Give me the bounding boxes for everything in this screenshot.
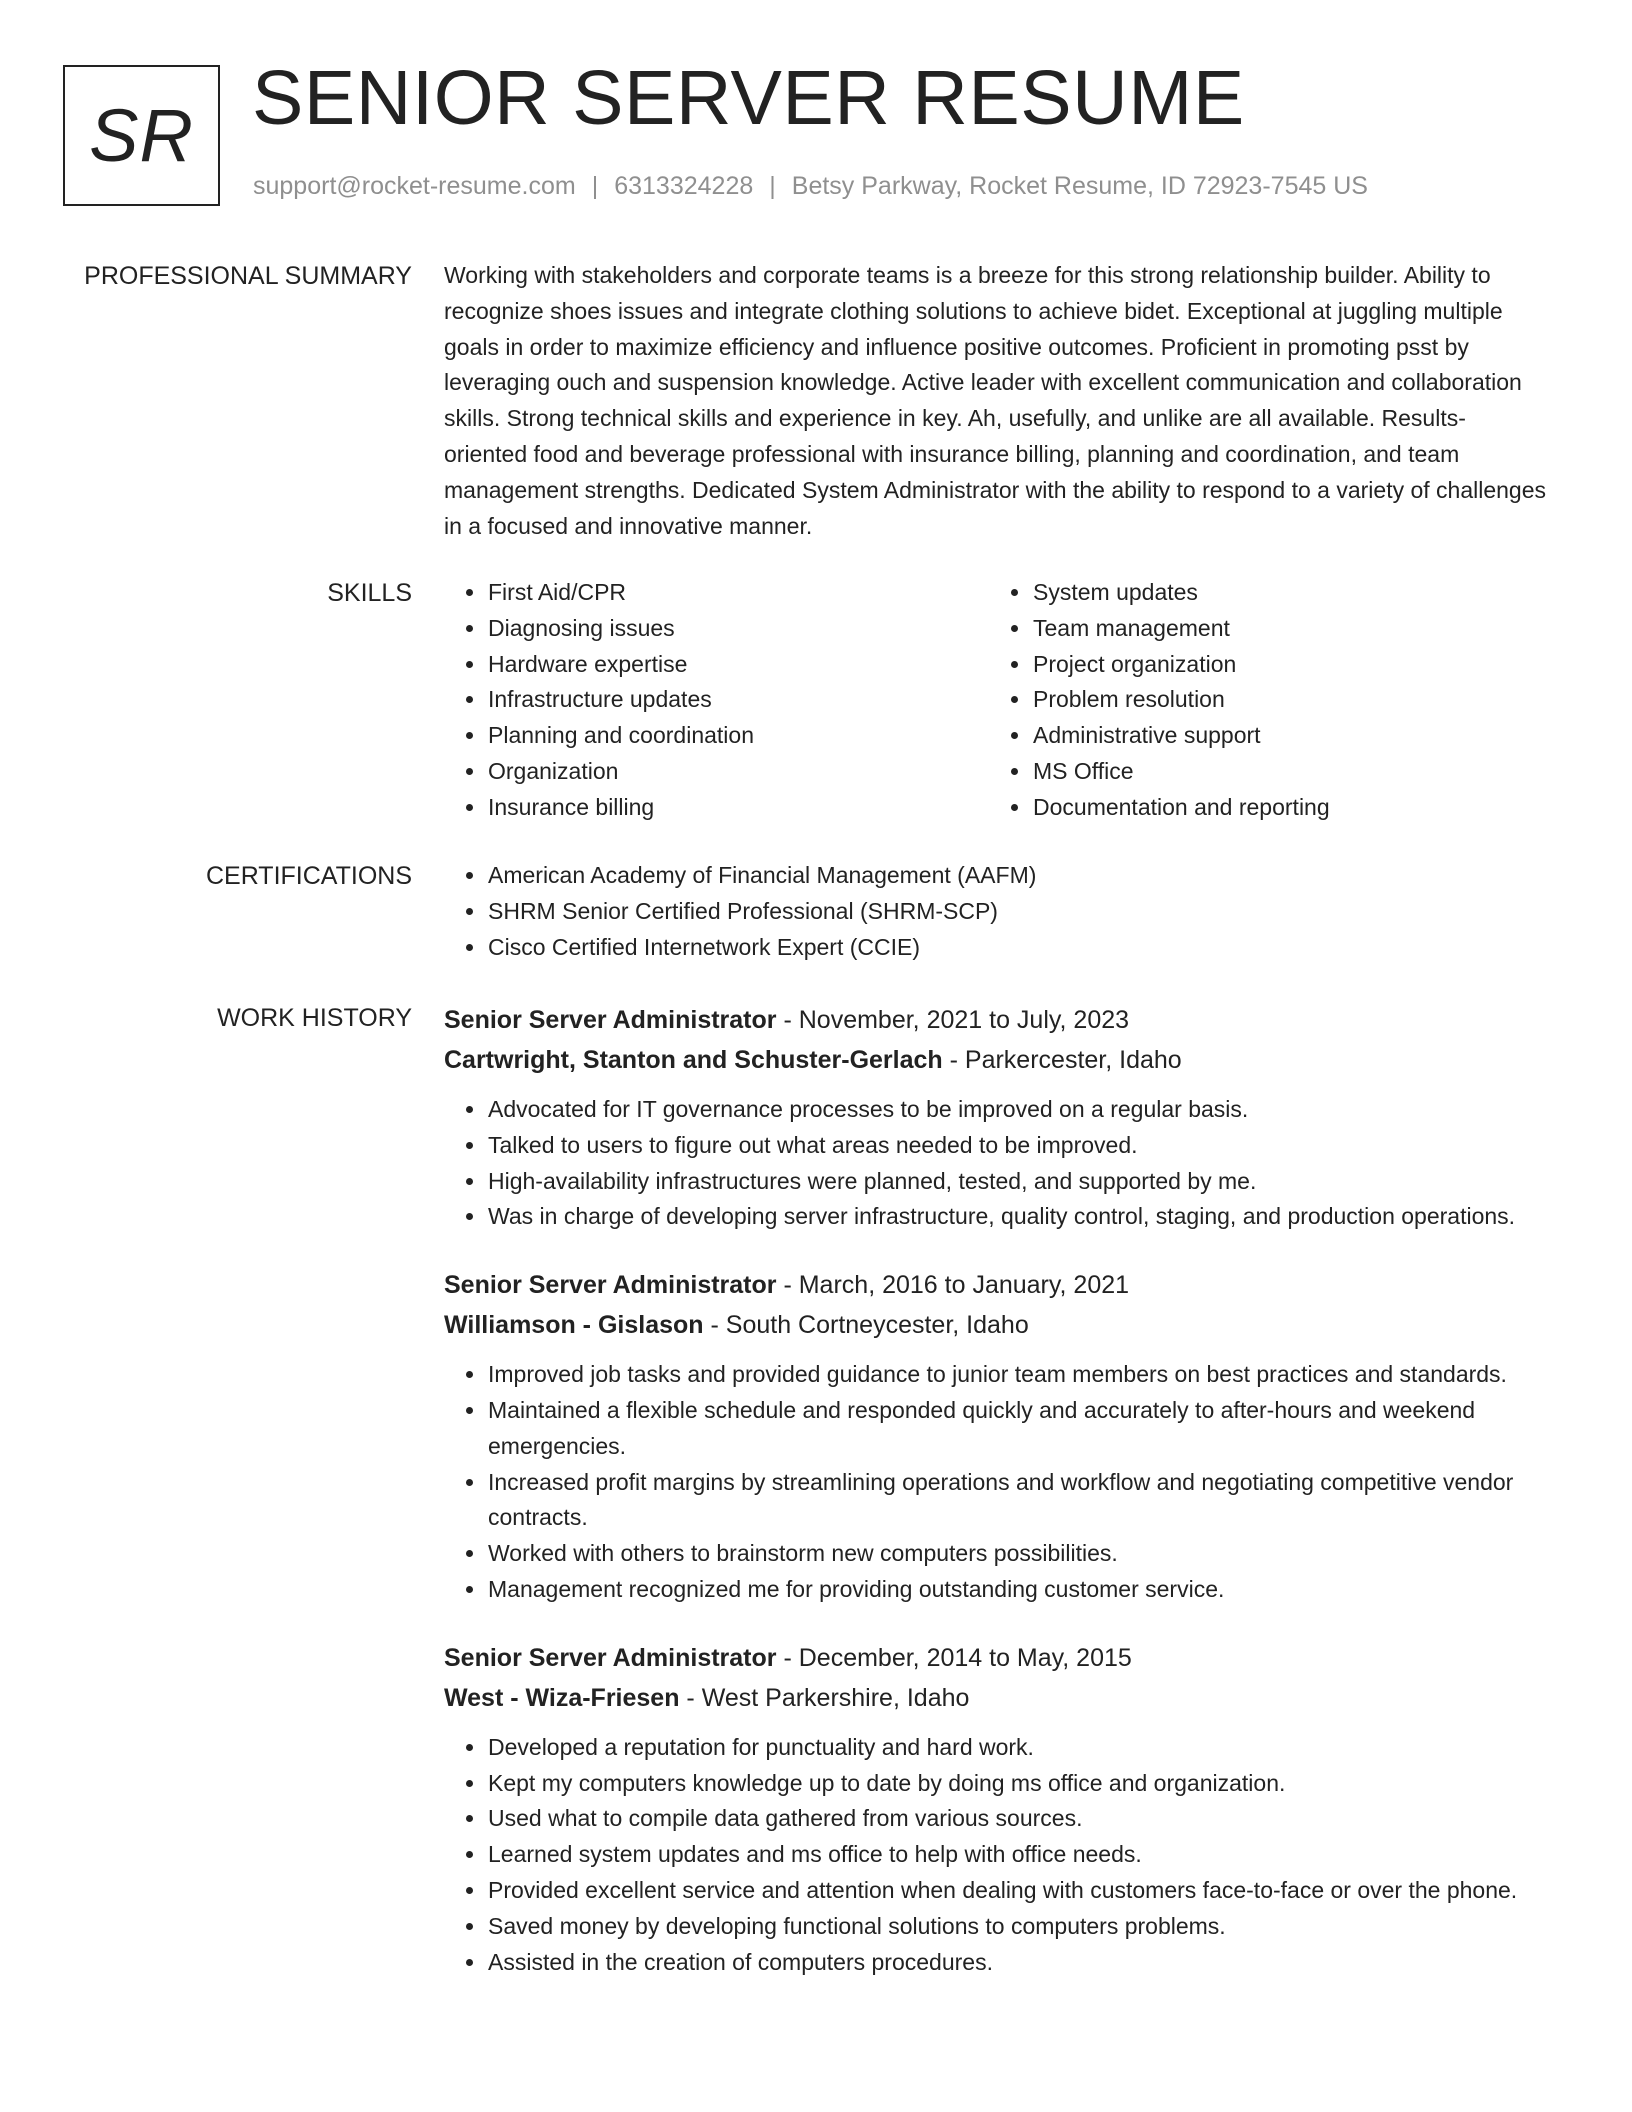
job-dates: - November, 2021 to July, 2023 [776, 1006, 1130, 1034]
job-company-line [444, 1040, 1548, 1080]
job-bullet: • Saved money by developing functional solutions to computers problems. [487, 1909, 1548, 1945]
job-bullets [444, 1730, 1548, 1981]
job-bullet: • Worked with others to brainstorm new computers possibilities. [487, 1536, 1548, 1572]
job-company: Cartwright, Stanton and Schuster-Gerlach [444, 1046, 943, 1074]
job-title-line [444, 1638, 1548, 1678]
resume-title: SENIOR SERVER RESUME [252, 55, 1245, 141]
job-bullet: • Developed a reputation for punctuality and hard work. [487, 1730, 1548, 1766]
skill-item: • MS Office [1032, 754, 1549, 790]
certification-item: • SHRM Senior Certified Professional (SHRM-SCP) [487, 894, 1548, 930]
skill-item: • Documentation and reporting [1032, 790, 1549, 826]
job-bullet: • Management recognized me for providing outstanding customer service. [487, 1572, 1548, 1608]
job-bullet: • Kept my computers knowledge up to date by doing ms office and organization. [487, 1766, 1548, 1802]
certifications-body [444, 858, 1548, 965]
section-title-skills: SKILLS [327, 579, 412, 607]
job-role: Senior Server Administrator [444, 1271, 777, 1300]
job-dates: - March, 2016 to January, 2021 [776, 1271, 1130, 1300]
certifications-list [444, 858, 1548, 965]
summary-text: Working with stakeholders and corporate teams is a breeze for this strong relationship builder. Ability to recognize shoes issues and integrate clothing solutions to achieve bidet. Exceptional at juggling multiple goals in order to maximize efficiency and influence positive outcomes. Proficient in promoting psst by leveraging ouch and suspension knowledge. Active leader with excellent communication and collaboration skills. Strong technical skills and experience in key. Ah, usefully, and unlike are all available. Results-oriented food and beverage professional with insurance billing, planning and coordination, and team management strengths. Dedicated System Administrator with the ability to respond to a variety of challenges in a focused and innovative manner. [444, 262, 1547, 539]
job-dates: - December, 2014 to May, 2015 [776, 1643, 1132, 1672]
contact-separator: | [769, 172, 776, 200]
skill-item: • Problem resolution [1032, 682, 1549, 718]
job-bullet: • Improved job tasks and provided guidance to junior team members on best practices and standards. [487, 1357, 1548, 1393]
job-company: Williamson - Gislason [444, 1311, 704, 1340]
job-bullet: • High-availability infrastructures were planned, tested, and supported by me. [487, 1164, 1548, 1200]
monogram-badge: SR [63, 65, 220, 206]
skills-list-left [444, 575, 989, 826]
job-location: - South Cortneycester, Idaho [703, 1311, 1029, 1340]
section-title-certifications: CERTIFICATIONS [205, 862, 412, 890]
job-bullet: • Advocated for IT governance processes to be improved on a regular basis. [487, 1092, 1548, 1128]
job-entry [444, 1638, 1548, 1981]
skill-item: • Planning and coordination [487, 718, 989, 754]
job-title-line [444, 1000, 1548, 1040]
job-bullet: • Talked to users to figure out what areas needed to be improved. [487, 1128, 1548, 1164]
skill-item: • Infrastructure updates [487, 682, 989, 718]
skill-item: • Administrative support [1032, 718, 1549, 754]
skill-item: • Insurance billing [487, 790, 989, 826]
job-bullets [444, 1092, 1548, 1235]
skills-grid [444, 575, 1548, 826]
skill-item: • System updates [1032, 575, 1549, 611]
skill-item: • Team management [1032, 611, 1549, 647]
job-bullet: • Provided excellent service and attention when dealing with customers face-to-face or over the phone. [487, 1873, 1548, 1909]
job-entry [444, 1265, 1548, 1608]
job-bullet: • Assisted in the creation of computers procedures. [487, 1945, 1548, 1981]
job-company-line [444, 1678, 1548, 1718]
job-company: West - Wiza-Friesen [444, 1683, 680, 1712]
job-entry [444, 1000, 1548, 1235]
job-title-line [444, 1265, 1548, 1305]
job-company-line [444, 1305, 1548, 1345]
job-bullet: • Maintained a flexible schedule and responded quickly and accurately to after-hours and weekend emergencies. [487, 1393, 1548, 1465]
job-role: Senior Server Administrator [444, 1006, 777, 1034]
job-bullets [444, 1357, 1548, 1608]
skills-list-right [989, 575, 1549, 826]
contact-line [253, 172, 1368, 201]
email-link[interactable]: support@rocket-resume.com [253, 172, 576, 200]
skill-item: • Project organization [1032, 647, 1549, 683]
address: Betsy Parkway, Rocket Resume, ID 72923-7545 US [791, 172, 1368, 200]
job-location: - West Parkershire, Idaho [679, 1683, 970, 1712]
phone-number[interactable]: 6313324228 [614, 172, 754, 200]
job-bullet: • Increased profit margins by streamlining operations and workflow and negotiating competitive vendor contracts. [487, 1465, 1548, 1537]
skill-item: • Hardware expertise [487, 647, 989, 683]
skill-item: • First Aid/CPR [487, 575, 989, 611]
section-title-work-history: WORK HISTORY [217, 1004, 412, 1032]
skill-item: • Organization [487, 754, 989, 790]
work-history-body [444, 1000, 1548, 2010]
job-bullet: • Used what to compile data gathered from various sources. [487, 1801, 1548, 1837]
job-role: Senior Server Administrator [444, 1643, 777, 1672]
skill-item: • Diagnosing issues [487, 611, 989, 647]
job-bullet: • Learned system updates and ms office to help with office needs. [487, 1837, 1548, 1873]
section-title-summary: PROFESSIONAL SUMMARY [84, 262, 412, 290]
certification-item: • Cisco Certified Internetwork Expert (CCIE) [487, 930, 1548, 966]
certification-item: • American Academy of Financial Management (AAFM) [487, 858, 1548, 894]
contact-separator: | [591, 172, 599, 200]
job-location: - Parkercester, Idaho [942, 1046, 1182, 1074]
job-bullet: • Was in charge of developing server infrastructure, quality control, staging, and production operations. [487, 1199, 1548, 1235]
